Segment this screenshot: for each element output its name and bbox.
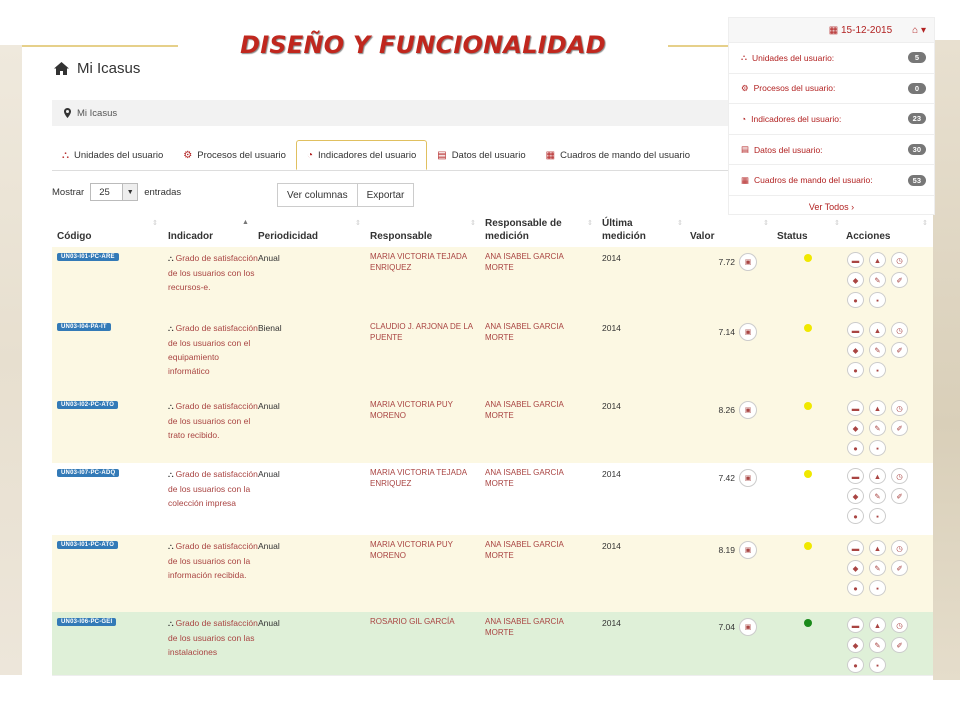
sort-icon: ⇕ xyxy=(587,220,593,227)
cogs-icon: ⚙ xyxy=(741,82,749,93)
period-cell: Anual xyxy=(258,618,280,628)
col-periodicidad[interactable]: Periodicidad xyxy=(258,231,319,242)
trash-icon[interactable]: ▪ xyxy=(869,580,886,596)
panel-item-label: Unidades del usuario: xyxy=(751,52,835,63)
indicator-link[interactable] xyxy=(168,467,258,510)
actions-group xyxy=(847,400,927,456)
value-cell xyxy=(697,469,757,487)
col-status[interactable]: Status xyxy=(777,231,808,242)
responsable-medicion-cell[interactable]: ANA ISABEL GARCIA MORTE xyxy=(485,252,564,272)
export-button[interactable]: Exportar xyxy=(358,183,415,207)
user-icon[interactable]: ● xyxy=(847,657,864,673)
folder-icon[interactable]: ▬ xyxy=(847,252,864,268)
tab-unidades[interactable] xyxy=(52,140,173,170)
trash-icon[interactable]: ▪ xyxy=(869,362,886,378)
responsable-cell[interactable]: MARIA VICTORIA PUY MORENO xyxy=(370,400,453,420)
edit-icon[interactable]: ✐ xyxy=(891,420,908,436)
save-icon[interactable]: ▣ xyxy=(739,618,757,636)
edit-icon[interactable]: ✐ xyxy=(891,637,908,653)
status-dot xyxy=(804,619,812,627)
user-icon[interactable]: ● xyxy=(847,440,864,456)
count-badge: 30 xyxy=(908,144,926,155)
grid-icon: ▦ xyxy=(545,149,556,161)
count-badge: 23 xyxy=(908,113,926,124)
sitemap-icon: ⛬ xyxy=(168,402,174,411)
code-label[interactable]: UN03-I06-PC-GEI xyxy=(57,618,116,626)
value-cell xyxy=(697,541,757,559)
trash-icon[interactable]: ▪ xyxy=(869,657,886,673)
responsable-cell[interactable]: CLAUDIO J. ARJONA DE LA PUENTE xyxy=(370,322,473,342)
count-badge: 0 xyxy=(908,83,926,94)
value-text: 7.04 xyxy=(718,622,735,632)
tab-label: Datos del usuario xyxy=(451,149,526,161)
status-dot xyxy=(804,324,812,332)
panel-item-label: Datos del usuario: xyxy=(754,144,823,155)
indicator-link[interactable] xyxy=(168,539,258,582)
actions-group xyxy=(847,252,927,308)
edit-icon[interactable]: ✐ xyxy=(891,342,908,358)
save-icon[interactable]: ▣ xyxy=(739,401,757,419)
col-indicador[interactable]: Indicador xyxy=(168,231,214,242)
ultima-medicion-cell: 2014 xyxy=(602,401,621,411)
slide-title: DISEÑO Y FUNCIONALIDAD xyxy=(240,31,606,59)
entries-label: entradas xyxy=(144,186,182,198)
grid-icon: ▦ xyxy=(741,174,750,185)
pencil-icon[interactable]: ✎ xyxy=(869,342,886,358)
value-cell xyxy=(697,401,757,419)
tab-bar xyxy=(52,140,742,171)
trash-icon[interactable]: ▪ xyxy=(869,440,886,456)
tab-label: Procesos del usuario xyxy=(197,149,286,161)
table-row xyxy=(52,463,933,536)
code-label[interactable]: UN03-I02-PC-ATO xyxy=(57,401,118,409)
period-cell: Anual xyxy=(258,401,280,411)
col-acciones[interactable]: Acciones xyxy=(846,231,891,242)
chart-icon[interactable]: ▲ xyxy=(869,617,886,633)
show-label: Mostrar xyxy=(52,186,85,198)
folder-icon[interactable]: ▬ xyxy=(847,400,864,416)
chevron-down-icon: ▼ xyxy=(122,184,137,200)
date-text: 15-12-2015 xyxy=(841,24,893,36)
app-title-text: Mi Icasus xyxy=(77,60,141,77)
status-dot xyxy=(804,542,812,550)
chart-icon[interactable]: ▲ xyxy=(869,468,886,484)
indicator-text: Grado de satisfacción de los usuarios con la colección impresa xyxy=(168,469,258,508)
page-size-value: 25 xyxy=(99,186,110,198)
pencil-icon[interactable]: ✎ xyxy=(869,637,886,653)
actions-group xyxy=(847,468,927,524)
tag-icon[interactable]: ◆ xyxy=(847,637,864,653)
value-text: 7.14 xyxy=(718,327,735,337)
sort-icon: ⇕ xyxy=(355,220,361,227)
home-menu-icon[interactable]: ⌂ ▾ xyxy=(912,24,926,36)
tag-icon[interactable]: ◆ xyxy=(847,420,864,436)
table-button-group xyxy=(277,183,414,207)
value-text: 8.19 xyxy=(718,545,735,555)
dashboard-icon: ◔ xyxy=(741,113,747,124)
pencil-icon[interactable]: ✎ xyxy=(869,560,886,576)
indicator-text: Grado de satisfacción de los usuarios con las instalaciones xyxy=(168,618,258,657)
value-cell xyxy=(697,323,757,341)
sort-asc-icon: ▲ xyxy=(242,219,249,226)
panel-item-indicadores[interactable] xyxy=(729,104,934,135)
map-marker-icon xyxy=(64,108,71,118)
table-header xyxy=(52,213,933,249)
folder-icon[interactable]: ▬ xyxy=(847,322,864,338)
period-cell: Bienal xyxy=(258,323,282,333)
tab-label: Indicadores del usuario xyxy=(318,149,417,161)
sort-icon: ⇕ xyxy=(763,220,769,227)
ultima-medicion-cell: 2014 xyxy=(602,253,621,263)
table-row xyxy=(52,612,933,676)
user-summary-panel xyxy=(728,17,935,215)
col-label: medición xyxy=(485,231,529,242)
code-label[interactable]: UN03-I04-PA-IT xyxy=(57,323,111,331)
pencil-icon[interactable]: ✎ xyxy=(869,420,886,436)
code-label[interactable]: UN03-I01-PC-ATO xyxy=(57,541,118,549)
indicator-link[interactable] xyxy=(168,399,258,442)
ultima-medicion-cell: 2014 xyxy=(602,323,621,333)
trash-icon[interactable]: ▪ xyxy=(869,508,886,524)
panel-header xyxy=(729,18,934,43)
sort-icon: ⇕ xyxy=(152,220,158,227)
sitemap-icon: ⛬ xyxy=(168,542,174,551)
indicator-link[interactable] xyxy=(168,321,258,378)
ultima-medicion-cell: 2014 xyxy=(602,618,621,628)
count-badge: 5 xyxy=(908,52,926,63)
history-icon[interactable]: ◷ xyxy=(891,540,908,556)
indicator-text: Grado de satisfacción de los usuarios con la información recibida. xyxy=(168,541,258,580)
trash-icon[interactable]: ▪ xyxy=(869,292,886,308)
indicator-link[interactable] xyxy=(168,616,258,659)
user-icon[interactable]: ● xyxy=(847,508,864,524)
tag-icon[interactable]: ◆ xyxy=(847,342,864,358)
indicator-text: Grado de satisfacción de los usuarios con los recursos-e. xyxy=(168,253,258,292)
edit-icon[interactable]: ✐ xyxy=(891,488,908,504)
table-row xyxy=(52,535,933,613)
responsable-medicion-cell[interactable]: ANA ISABEL GARCIA MORTE xyxy=(485,540,564,560)
status-dot xyxy=(804,402,812,410)
value-text: 8.26 xyxy=(718,405,735,415)
tab-label: Cuadros de mando del usuario xyxy=(560,149,690,161)
code-label[interactable]: UN03-I01-PC-ARE xyxy=(57,253,119,261)
value-text: 7.42 xyxy=(718,473,735,483)
col-codigo[interactable]: Código xyxy=(57,231,92,242)
page-size-select[interactable] xyxy=(90,183,138,201)
tag-icon[interactable]: ◆ xyxy=(847,272,864,288)
table-row xyxy=(52,395,933,464)
responsable-cell[interactable]: MARIA VICTORIA TEJADA ENRIQUEZ xyxy=(370,252,467,272)
value-text: 7.72 xyxy=(718,257,735,267)
tab-procesos[interactable] xyxy=(173,140,296,170)
panel-item-cuadros[interactable] xyxy=(729,165,934,196)
panel-item-datos[interactable] xyxy=(729,135,934,166)
chart-icon[interactable]: ▲ xyxy=(869,400,886,416)
home-icon xyxy=(54,62,69,75)
dashboard-icon: ◔ xyxy=(306,149,313,161)
tab-indicadores[interactable] xyxy=(296,140,427,170)
sitemap-icon: ⛬ xyxy=(168,470,174,479)
period-cell: Anual xyxy=(258,469,280,479)
responsable-cell[interactable]: MARIA VICTORIA TEJADA ENRIQUEZ xyxy=(370,468,467,488)
tag-icon[interactable]: ◆ xyxy=(847,560,864,576)
table-row xyxy=(52,247,933,318)
responsable-cell[interactable]: ROSARIO GIL GARCÍA xyxy=(370,617,455,626)
status-dot xyxy=(804,470,812,478)
history-icon[interactable]: ◷ xyxy=(891,617,908,633)
save-icon[interactable]: ▣ xyxy=(739,541,757,559)
sitemap-icon: ⛬ xyxy=(741,52,747,63)
col-label: Última xyxy=(602,218,633,229)
history-icon[interactable]: ◷ xyxy=(891,252,908,268)
edit-icon[interactable]: ✐ xyxy=(891,560,908,576)
folder-icon[interactable]: ▬ xyxy=(847,540,864,556)
sort-icon: ⇕ xyxy=(922,220,928,227)
col-label: Responsable de xyxy=(485,218,562,229)
sort-icon: ⇕ xyxy=(834,220,840,227)
save-icon[interactable]: ▣ xyxy=(739,469,757,487)
background-right xyxy=(933,40,960,680)
actions-group xyxy=(847,617,927,673)
user-icon[interactable]: ● xyxy=(847,292,864,308)
sitemap-icon: ⛬ xyxy=(168,254,174,263)
responsable-medicion-cell[interactable]: ANA ISABEL GARCIA MORTE xyxy=(485,322,564,342)
responsable-medicion-cell[interactable]: ANA ISABEL GARCIA MORTE xyxy=(485,468,564,488)
cogs-icon: ⚙ xyxy=(183,149,193,161)
user-icon[interactable]: ● xyxy=(847,580,864,596)
folder-icon[interactable]: ▬ xyxy=(847,617,864,633)
actions-group xyxy=(847,322,927,378)
responsable-medicion-cell[interactable]: ANA ISABEL GARCIA MORTE xyxy=(485,400,564,420)
code-label[interactable]: UN03-I07-PC-ADQ xyxy=(57,469,119,477)
history-icon[interactable]: ◷ xyxy=(891,468,908,484)
period-cell: Anual xyxy=(258,541,280,551)
col-valor[interactable]: Valor xyxy=(690,231,715,242)
history-icon[interactable]: ◷ xyxy=(891,322,908,338)
indicator-text: Grado de satisfacción de los usuarios con el equipamiento informático xyxy=(168,323,258,376)
panel-item-procesos[interactable] xyxy=(729,74,934,105)
ver-todos-link[interactable]: Ver Todos › xyxy=(808,201,855,212)
save-icon[interactable]: ▣ xyxy=(739,253,757,271)
app-title xyxy=(54,60,140,77)
folder-icon[interactable]: ▬ xyxy=(847,468,864,484)
col-responsable-medicion[interactable] xyxy=(485,217,562,243)
database-icon: ▤ xyxy=(741,144,750,155)
tab-label: Unidades del usuario xyxy=(74,149,164,161)
columns-button[interactable]: Ver columnas xyxy=(277,183,358,207)
indicator-link[interactable] xyxy=(168,251,258,294)
user-icon[interactable]: ● xyxy=(847,362,864,378)
page-size-control xyxy=(52,183,181,201)
col-responsable[interactable]: Responsable xyxy=(370,231,433,242)
ultima-medicion-cell: 2014 xyxy=(602,469,621,479)
indicator-text: Grado de satisfacción de los usuarios con el trato recibido. xyxy=(168,401,258,440)
col-ultima-medicion[interactable] xyxy=(602,217,646,243)
save-icon[interactable]: ▣ xyxy=(739,323,757,341)
date-display: ▦ 15-12-2015 xyxy=(828,24,893,36)
slide-title-banner xyxy=(178,22,668,68)
value-cell xyxy=(697,253,757,271)
tag-icon[interactable]: ◆ xyxy=(847,488,864,504)
sort-icon: ⇕ xyxy=(677,220,683,227)
count-badge: 53 xyxy=(908,175,926,186)
database-icon: ▤ xyxy=(437,149,447,161)
value-cell xyxy=(697,618,757,636)
chart-icon[interactable]: ▲ xyxy=(869,540,886,556)
sort-icon: ⇕ xyxy=(470,220,476,227)
pencil-icon[interactable]: ✎ xyxy=(869,488,886,504)
history-icon[interactable]: ◷ xyxy=(891,400,908,416)
panel-item-label: Indicadores del usuario: xyxy=(751,113,842,124)
ultima-medicion-cell: 2014 xyxy=(602,541,621,551)
actions-group xyxy=(847,540,927,596)
breadcrumb-label[interactable]: Mi Icasus xyxy=(77,107,118,119)
pencil-icon[interactable]: ✎ xyxy=(869,272,886,288)
responsable-medicion-cell[interactable]: ANA ISABEL GARCIA MORTE xyxy=(485,617,564,637)
tab-datos[interactable] xyxy=(427,140,535,170)
status-dot xyxy=(804,254,812,262)
responsable-cell[interactable]: MARIA VICTORIA PUY MORENO xyxy=(370,540,453,560)
breadcrumb xyxy=(52,100,742,126)
edit-icon[interactable]: ✐ xyxy=(891,272,908,288)
panel-item-unidades[interactable] xyxy=(729,43,934,74)
tab-cuadros[interactable] xyxy=(536,140,700,170)
chart-icon[interactable]: ▲ xyxy=(869,252,886,268)
sitemap-icon: ⛬ xyxy=(168,619,174,628)
col-label: medición xyxy=(602,231,646,242)
chart-icon[interactable]: ▲ xyxy=(869,322,886,338)
panel-item-label: Cuadros de mando del usuario: xyxy=(754,175,873,186)
period-cell: Anual xyxy=(258,253,280,263)
panel-item-label: Procesos del usuario: xyxy=(753,83,836,94)
sitemap-icon: ⛬ xyxy=(168,324,174,333)
sitemap-icon: ⛬ xyxy=(62,149,69,161)
background-left xyxy=(0,45,22,675)
table-row xyxy=(52,317,933,396)
